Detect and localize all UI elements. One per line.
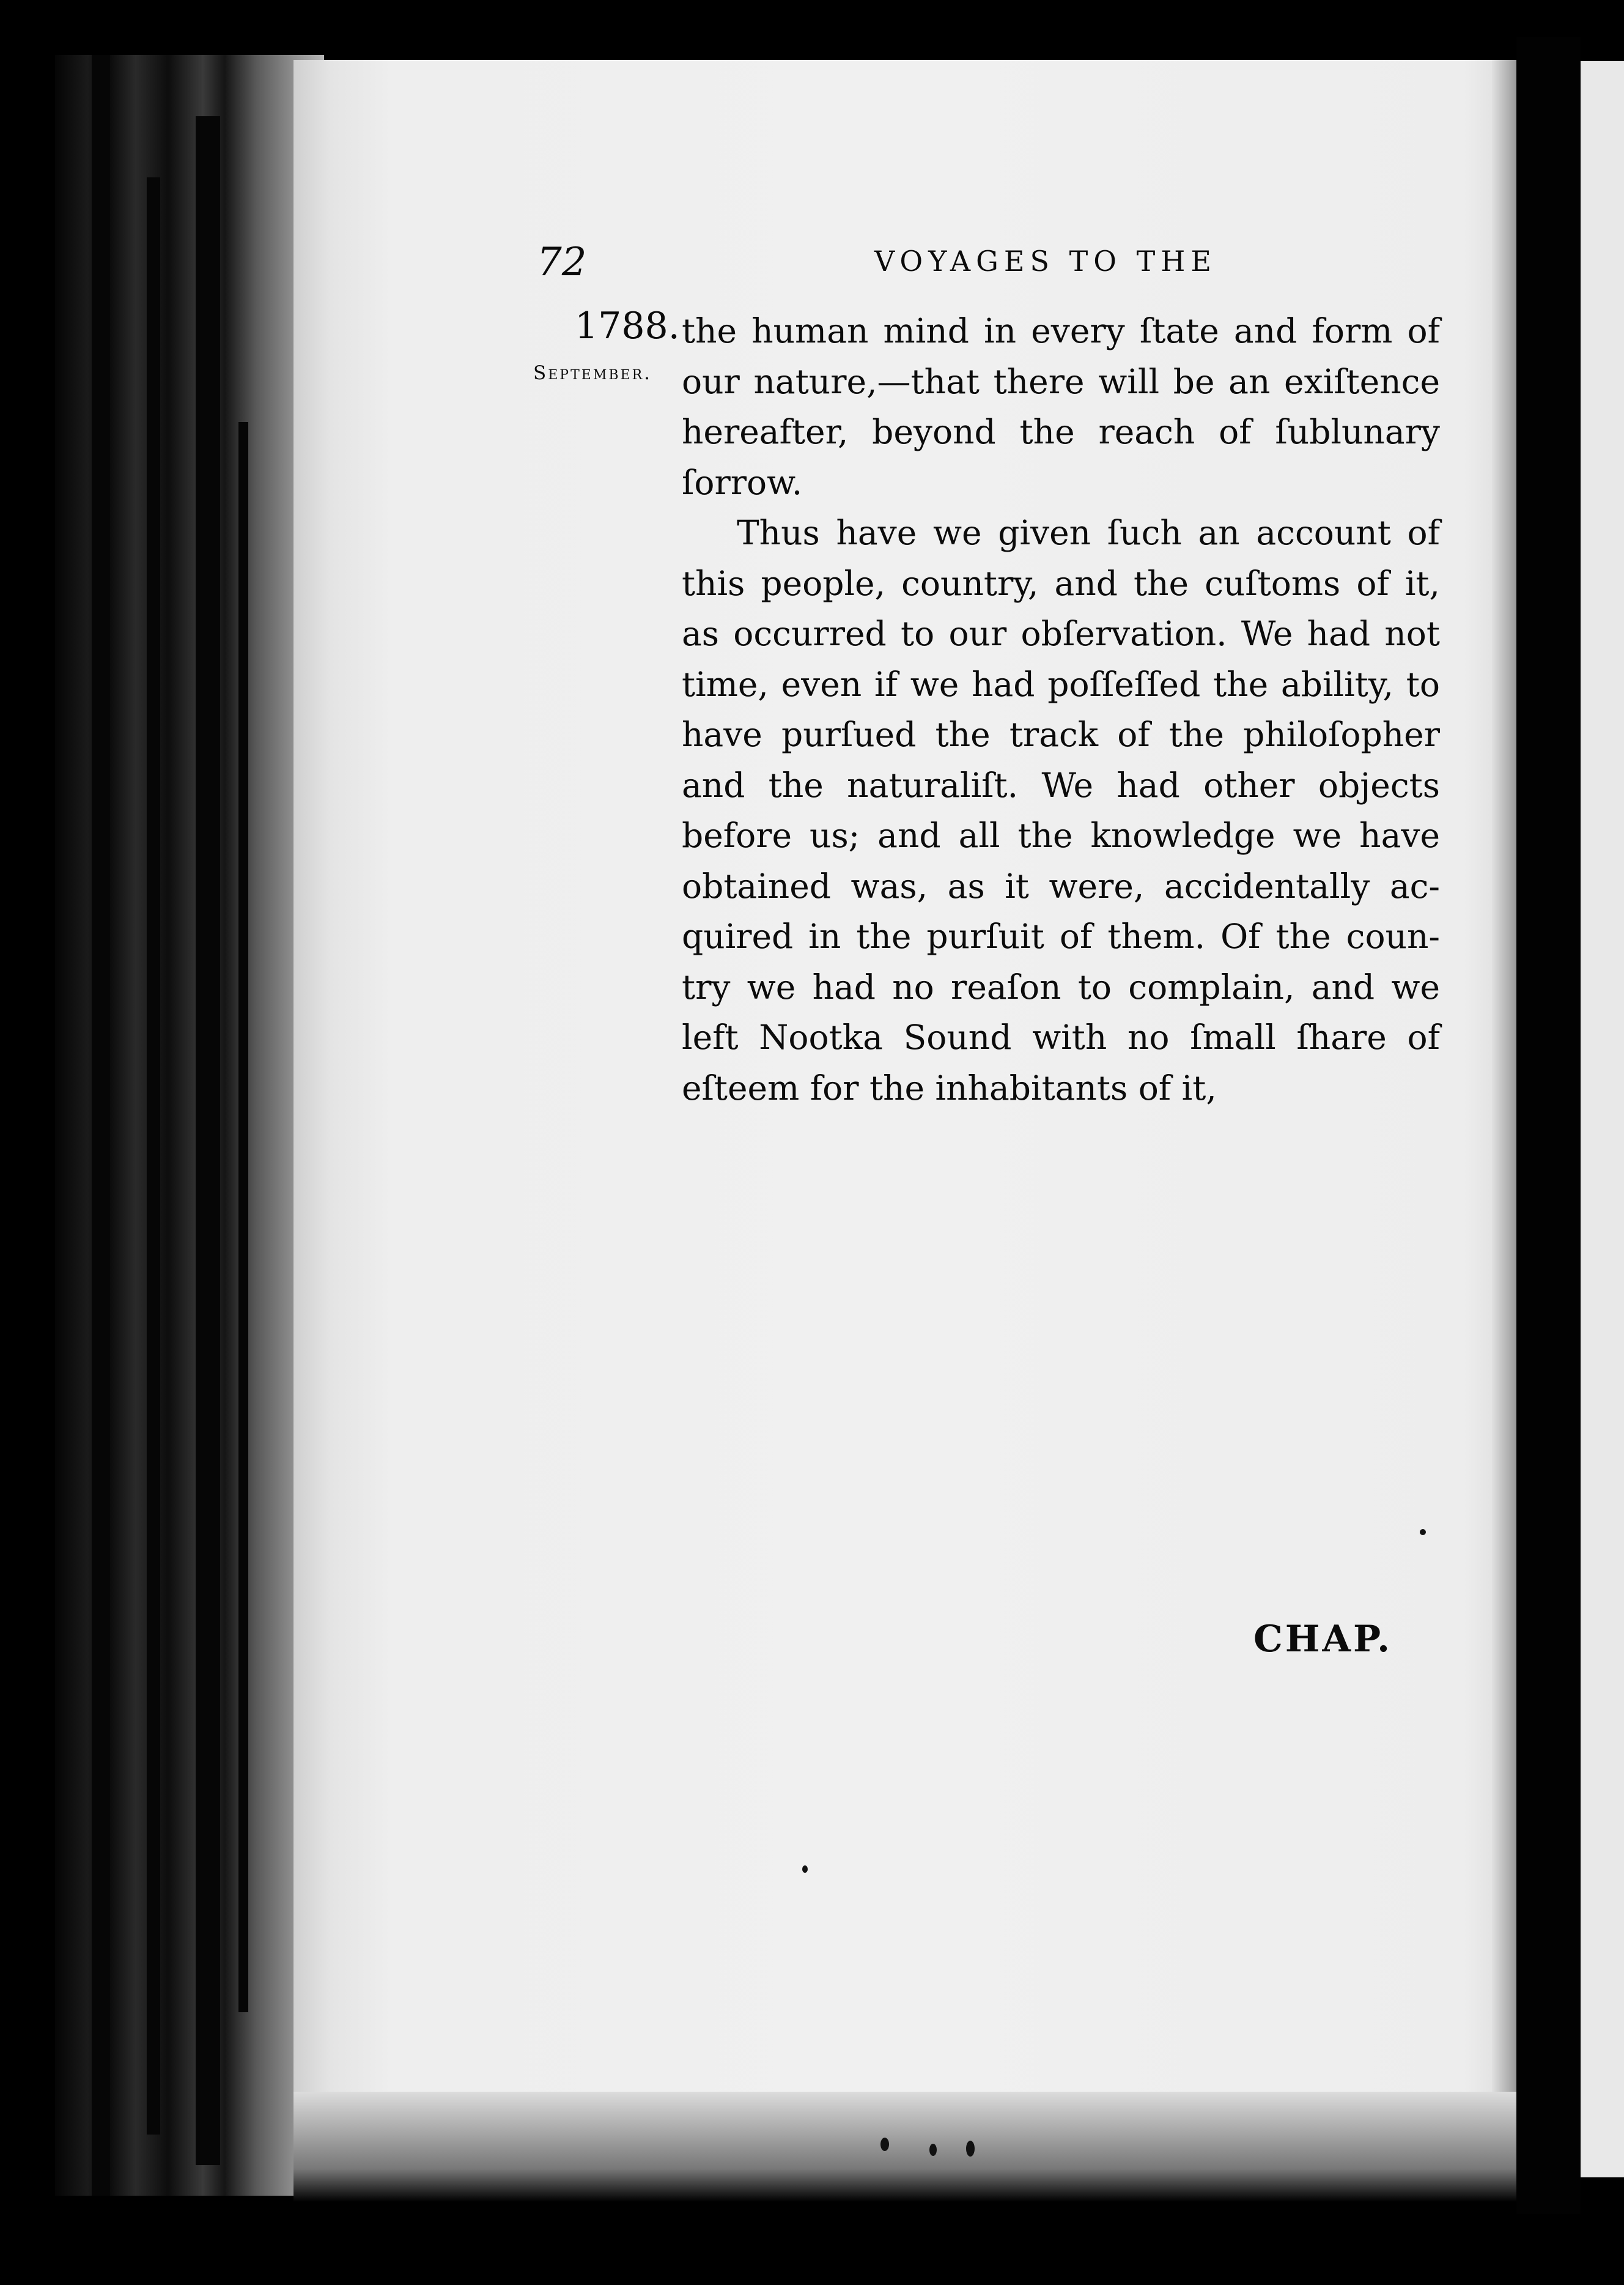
ink-speck — [880, 2138, 889, 2151]
text-line: this people, country, and the cuſtoms of it, — [682, 563, 1440, 603]
catchword: CHAP. — [1253, 1618, 1393, 1661]
running-head: VOYAGES TO THE — [874, 245, 1217, 278]
text-line: Thus have we given ſuch an account of — [737, 513, 1440, 552]
text-line: ſorrow. — [682, 462, 803, 502]
text-line: as occurred to our obſervation. We had not — [682, 614, 1440, 653]
ink-speck — [966, 2141, 975, 2157]
text-line: before us; and all the knowledge we have — [682, 816, 1440, 855]
text-line: obtained was, as it were, accidentally ac- — [682, 866, 1440, 906]
text-line: the human mind in every ſtate and form of — [682, 311, 1440, 350]
body-text — [682, 306, 1440, 1113]
page-bottom-shadow — [293, 2092, 1516, 2202]
binding-gutter — [55, 55, 324, 2196]
text-line: time, even if we had poſſeſſed the ability, to — [682, 664, 1440, 704]
margin-year: 1788. — [575, 305, 680, 347]
ink-speck — [802, 1865, 808, 1873]
page-number: 72 — [537, 240, 587, 285]
ink-speck — [1420, 1529, 1426, 1535]
text-line: our nature,—that there will be an exiſtence — [682, 361, 1440, 401]
text-line: and the naturaliſt. We had other objects — [682, 765, 1440, 805]
ink-speck — [929, 2144, 937, 2156]
text-line: try we had no reaſon to complain, and we — [682, 967, 1440, 1007]
text-line: eſteem for the inhabitants of it, — [682, 1068, 1217, 1108]
facing-page-edge — [1581, 61, 1624, 2177]
margin-month: September. — [533, 362, 652, 384]
text-line: quired in the purſuit of them. Of the coun- — [682, 917, 1440, 956]
text-line: have purſued the track of the philoſopher — [682, 715, 1440, 754]
gutter-shadow-right — [1516, 37, 1581, 2214]
page-right-edge — [1492, 60, 1516, 2201]
text-line: hereafter, beyond the reach of ſublunary — [682, 412, 1440, 451]
text-line: left Nootka Sound with no ſmall ſhare of — [682, 1018, 1440, 1057]
